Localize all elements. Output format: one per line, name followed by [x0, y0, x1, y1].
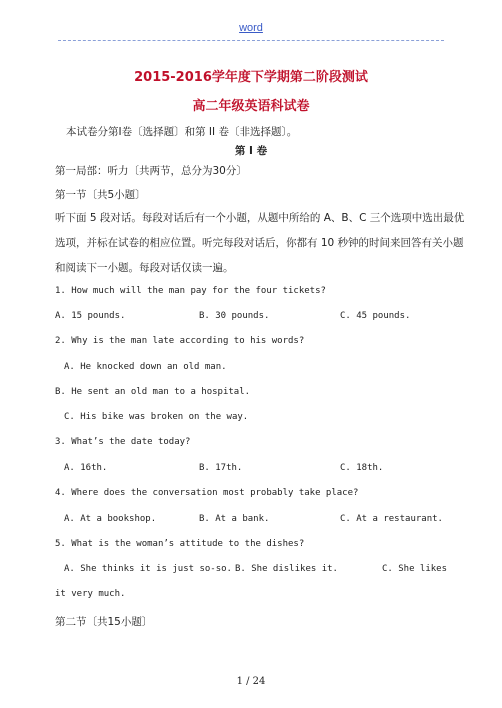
section2-heading: 第二节〔共15小题〕 [55, 616, 153, 628]
instruction-line: 听下面 5 段对话。每段对话后有一个小题，从题中所给的 A、B、C 三个选项中选出最优 [55, 212, 465, 224]
question-5-option-c-continued: it very much. [55, 589, 126, 599]
question-5-option-a: A. She thinks it is just so-so. [64, 564, 232, 574]
question-2-option-c: C. His bike was broken on the way. [64, 412, 249, 422]
instruction-line: 选项，并标在试卷的相应位置。听完每段对话后，你都有 10 秒钟的时间来回答有关小题 [55, 237, 464, 249]
question-1-option-b: B. 30 pounds. [199, 311, 270, 321]
part1-heading: 第一局部：听力〔共两节，总分为30分〕 [55, 165, 247, 177]
question-4-option-b: B. At a bank. [199, 514, 270, 524]
question-2-option-a: A. He knocked down an old man. [64, 362, 227, 372]
question-4-option-a: A. At a bookshop. [64, 514, 157, 524]
intro-text: 本试卷分第Ⅰ卷〔选择题〕和第 II 卷〔非选择题〕。 [66, 126, 298, 138]
question-1-option-c: C. 45 pounds. [340, 311, 411, 321]
question-2-option-b: B. He sent an old man to a hospital. [55, 387, 251, 397]
exam-subtitle: 高二年级英语科试卷 [192, 99, 310, 114]
page-number: 1 / 24 [236, 676, 266, 687]
question-5-option-c: C. She likes [382, 564, 448, 574]
question-5-stem: 5. What is the woman’s attitude to the dishes? [55, 539, 305, 549]
question-3-option-c: C. 18th. [340, 463, 384, 473]
question-3-option-a: A. 16th. [64, 463, 108, 473]
instruction-line: 和阅读下一小题。每段对话仅读一遍。 [55, 262, 234, 274]
question-1-stem: 1. How much will the man pay for the four tickets? [55, 286, 326, 296]
question-5-option-b: B. She dislikes it. [235, 564, 338, 574]
header-word-link[interactable]: word [239, 22, 263, 34]
question-3-option-b: B. 17th. [199, 463, 243, 473]
question-1-option-a: A. 15 pounds. [55, 311, 126, 321]
section1-heading: 第一节〔共5小题〕 [55, 189, 146, 201]
volume-heading: 第 Ⅰ 卷 [234, 145, 268, 157]
question-4-stem: 4. Where does the conversation most probably take place? [55, 488, 359, 498]
exam-title: 2015-2016学年度下学期第二阶段测试 [134, 70, 368, 85]
question-3-stem: 3. What’s the date today? [55, 437, 191, 447]
question-4-option-c: C. At a restaurant. [340, 514, 443, 524]
header-divider [58, 40, 444, 41]
question-2-stem: 2. Why is the man late according to his words? [55, 336, 305, 346]
